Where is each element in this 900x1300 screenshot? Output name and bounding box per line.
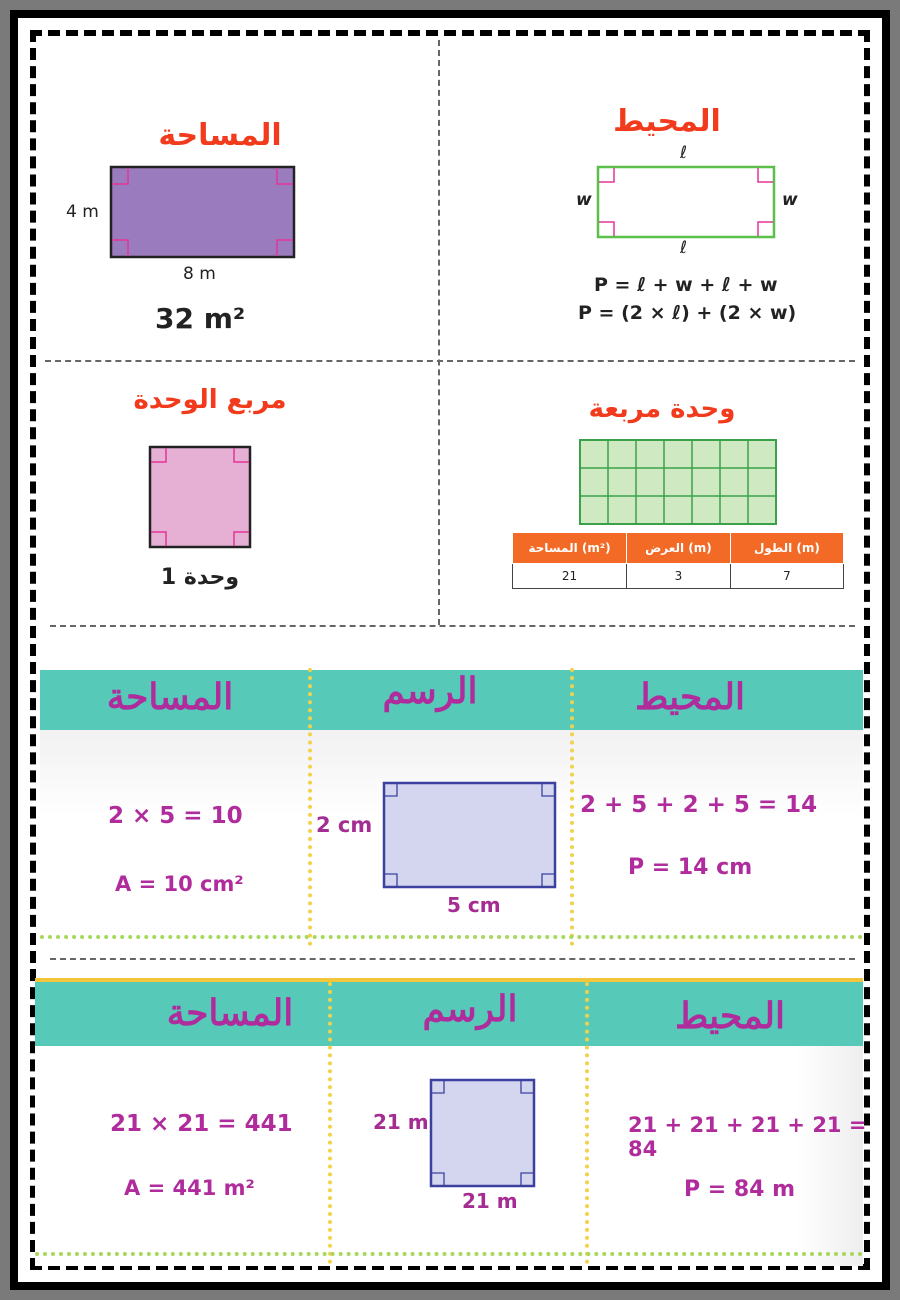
section2-square (431, 1080, 534, 1186)
square-unit-grid (578, 438, 778, 526)
table-cell: 7 (730, 564, 843, 589)
section2-height-label: 21 m (373, 1110, 429, 1134)
unit-square-figure (145, 443, 255, 553)
height-label: 4 m (66, 202, 99, 222)
horizontal-divider (50, 625, 855, 627)
table-cell: 21 (513, 564, 627, 589)
section2-perimeter-calc: 21 + 21 + 21 + 21 = 84 (628, 1113, 867, 1161)
length-label-bottom: ℓ (680, 238, 688, 258)
area-rectangle (111, 167, 294, 257)
square-unit-title: وحدة مربعة (588, 394, 736, 424)
perimeter-title: المحيط (613, 104, 721, 139)
column-divider (570, 668, 574, 946)
width-label-right: w (782, 190, 798, 210)
column-divider (308, 668, 312, 946)
section2-width-label: 21 m (462, 1189, 518, 1213)
section2-square-figure (427, 1076, 539, 1190)
width-label: 8 m (183, 264, 216, 284)
area-title: المساحة (158, 118, 282, 153)
section1-rectangle (384, 783, 555, 887)
section2-area-result: A = 441 m² (124, 1176, 255, 1200)
table-header: العرض (m) (626, 533, 730, 564)
table-cell: 3 (626, 564, 730, 589)
section1-area-header: المساحة (106, 676, 234, 718)
section2-area-header: المساحة (166, 992, 294, 1034)
section2-perimeter-header: المحيط (674, 995, 786, 1037)
section2-perimeter-result: P = 84 m (684, 1177, 796, 1202)
area-result: 32 m² (155, 302, 246, 335)
unit-caption: 1 وحدة (160, 565, 240, 590)
perimeter-formula-1: P = ℓ + w + ℓ + w (594, 274, 778, 296)
horizontal-divider (50, 958, 855, 960)
section1-perimeter-calc: 2 + 5 + 2 + 5 = 14 (580, 792, 818, 818)
dimensions-table (512, 532, 844, 589)
section1-perimeter-header: المحيط (634, 676, 746, 718)
section1-perimeter-result: P = 14 cm (628, 855, 753, 880)
vertical-divider (438, 40, 440, 625)
unit-square-title: مربع الوحدة (133, 385, 287, 415)
section1-area-calc: 2 × 5 = 10 (108, 803, 243, 829)
width-label-left: w (576, 190, 592, 210)
row-divider (40, 935, 863, 939)
row-divider (35, 1252, 863, 1256)
table-header: المساحة (m²) (513, 533, 627, 564)
table-header: الطول (m) (730, 533, 843, 564)
column-divider (585, 982, 589, 1264)
perimeter-rectangle (598, 167, 774, 237)
section2-area-calc: 21 × 21 = 441 (110, 1111, 293, 1137)
length-label-top: ℓ (680, 143, 688, 163)
column-divider (328, 982, 332, 1264)
section1-area-result: A = 10 cm² (115, 872, 244, 896)
section2-drawing-header: الرسم (422, 988, 518, 1030)
horizontal-divider (45, 360, 855, 362)
section1-height-label: 2 cm (316, 813, 373, 837)
section1-width-label: 5 cm (447, 893, 501, 917)
section1-rectangle-figure (380, 780, 560, 892)
section1-drawing-header: الرسم (382, 670, 478, 712)
perimeter-formula-2: P = (2 × ℓ) + (2 × w) (578, 302, 797, 324)
perimeter-rectangle-figure (595, 162, 780, 242)
